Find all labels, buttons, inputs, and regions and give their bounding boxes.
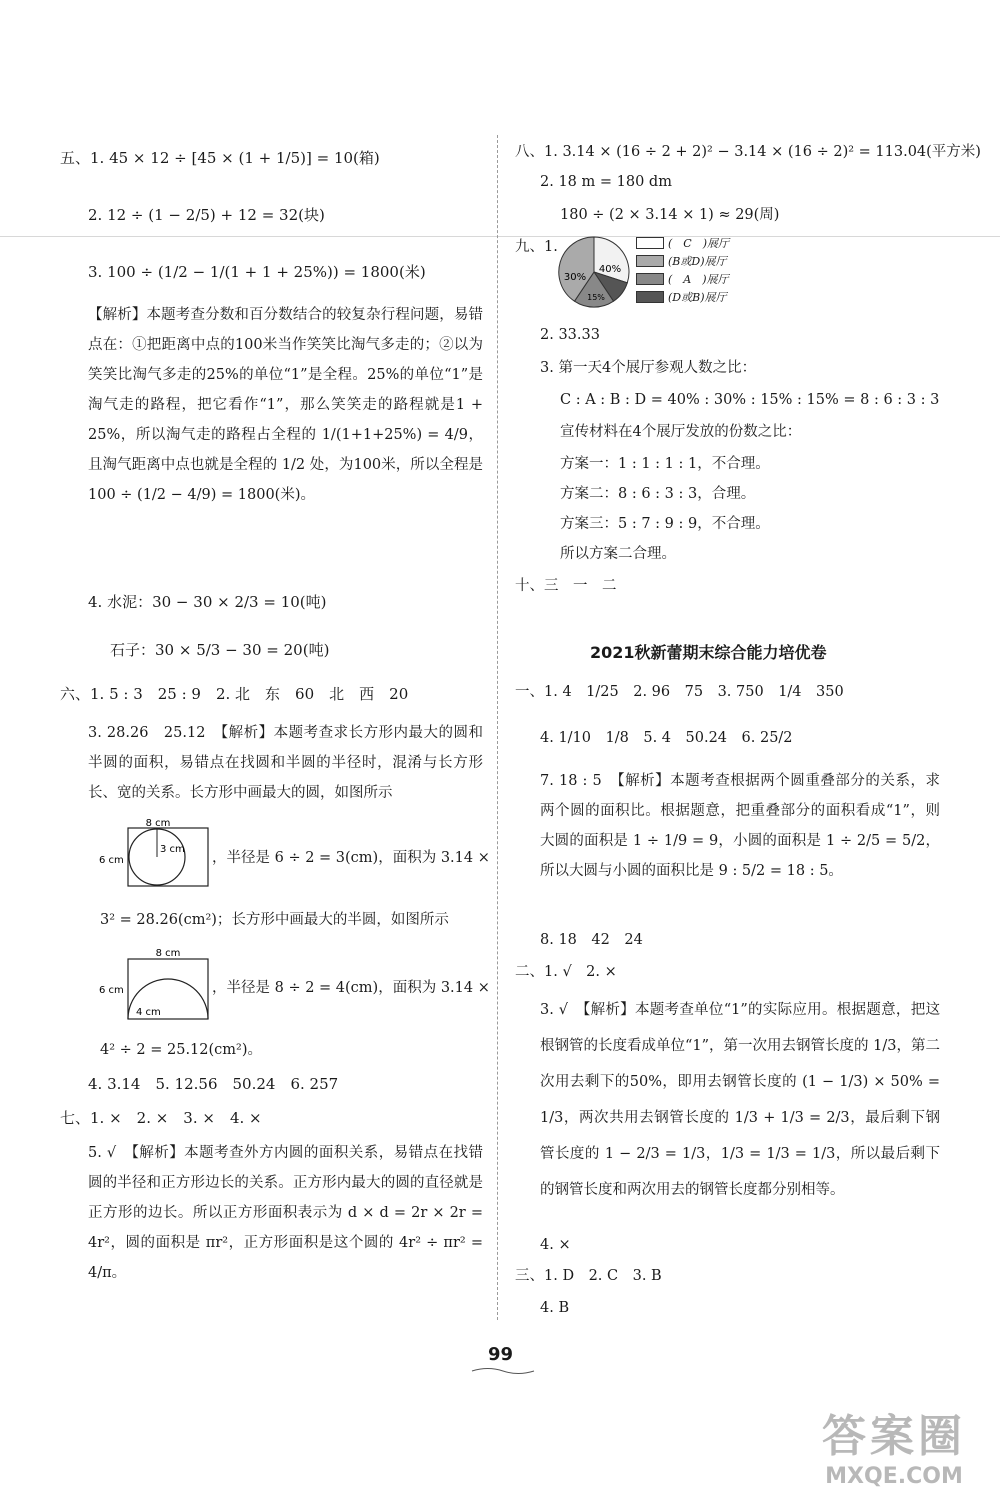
answer-u1: 三、1. D 2. C 3. B (515, 1268, 662, 1284)
pie-label-40: 40% (598, 264, 622, 275)
answer-u4: 4. B (540, 1300, 570, 1316)
scan-line (0, 236, 1000, 237)
fig1-after: 3² = 28.26(cm²)；长方形中画最大的半圆，如图所示 (100, 912, 449, 928)
answer-9-3: 3. 第一天4个展厅参观人数之比： (540, 360, 757, 376)
svg-text:6 cm: 6 cm (99, 985, 124, 996)
answer-5-2: 2. 12 ÷ (1 − 2/5) + 12 = 32(块) (88, 206, 325, 224)
svg-text:3 cm: 3 cm (160, 844, 185, 855)
column-divider (497, 135, 498, 1320)
answer-6-3: 3. 28.26 25.12 【解析】本题考查求长方形内最大的圆和半圆的面积，易错点在找圆和半圆的半径时，混淆与长方形长、宽的关系。长方形中画最大的圆，如图所示 (88, 725, 483, 801)
answer-6-1: 六、1. 5 : 3 25 : 9 2. 北 东 60 北 西 20 (60, 685, 409, 703)
rectangle-circle-figure (98, 818, 213, 888)
answer-9-2: 2. 33.33 (540, 327, 600, 343)
legend-item-b-or-d: (B或D)展厅 (636, 253, 727, 269)
answer-5-1: 五、1. 45 × 12 ÷ [45 × (1 + 1/5)] = 10(箱) (60, 149, 380, 167)
legend-item-a: ( A )展厅 (636, 271, 729, 287)
answer-s7: 7. 18 : 5 【解析】本题考查根据两个圆重叠部分的关系，求两个圆的面积比。根据题意，把重叠部分的面积看成“1”，则大圆的面积是 1 ÷ 1/9 = 9，小圆的面积是 1 ÷ 2/5 = 5/2，所以大圆与小圆的面积比是 9 : 5/2 = 18 : 5。 (540, 773, 940, 879)
pie-label-30: 30% (563, 272, 587, 283)
answer-8-2b: 180 ÷ (2 × 3.14 × 1) ≈ 29(周) (560, 207, 780, 223)
pie-label-15: 15% (587, 293, 605, 302)
answer-t3: 3. √ 【解析】本题考查单位“1”的实际应用。根据题意，把这根钢管的长度看成单位“1”，第一次用去钢管长度的 1/3，第二次用去剩下的50%，即用去钢管长度的 (1 − 1/3) × 50% = 1/3，两次共用去钢管长度的 1/3 + 1/3 = 2/3，最后剩下钢管长度的 1 − 2/3 = 1/3，1/3 = 1/3 = 1/3，所以最后剩下的钢管长度和两次用去的钢管长度都分别相等。 (540, 1002, 940, 1198)
answer-7-1: 七、1. × 2. × 3. × 4. × (60, 1109, 262, 1127)
answer-6-4: 4. 3.14 5. 12.56 50.24 6. 257 (88, 1075, 339, 1093)
watermark: 答案圈 MXQE.COM (822, 1411, 966, 1489)
answer-s4: 4. 1/10 1/8 5. 4 50.24 6. 25/2 (540, 730, 793, 746)
fig2-after: 4² ÷ 2 = 25.12(cm²)。 (100, 1042, 263, 1058)
answer-5-4b: 石子：30 × 5/3 − 30 = 20(吨) (110, 641, 330, 659)
answer-9-3d: 方案一：1 : 1 : 1 : 1，不合理。 (560, 456, 770, 472)
rectangle-semicircle-figure (98, 945, 213, 1025)
svg-text:4 cm: 4 cm (136, 1007, 161, 1018)
answer-5-3: 3. 100 ÷ (1/2 − 1/(1 + 1 + 25%)) = 1800(米) (88, 263, 426, 281)
answer-9-1: 九、1. (515, 239, 558, 255)
answer-8-1: 八、1. 3.14 × (16 ÷ 2 + 2)² − 3.14 × (16 ÷ 2)² = 113.04(平方米) (515, 144, 981, 160)
answer-8-2: 2. 18 m = 180 dm (540, 174, 672, 190)
analysis-5-3: 【解析】本题考查分数和百分数结合的较复杂行程问题，易错点在：①把距离中点的100米当作笑笑比淘气多走的；②以为笑笑比淘气多走的25%的单位“1”是全程。25%的单位“1”是淘气走的路程，把它看作“1”，那么笑笑走的路程就是1 + 25%，所以淘气走的路程占全程的 1/(1+1+25%) = 4/9，且淘气距离中点也就是全程的 1/2 处，为100米，所以全程是 100 ÷ (1/2 − 4/9) = 1800(米)。 (88, 307, 483, 503)
legend-item-c: ( C )展厅 (636, 235, 729, 251)
svg-text:6 cm: 6 cm (99, 855, 124, 866)
svg-text:8 cm: 8 cm (155, 948, 181, 959)
fig1-caption: ，半径是 6 ÷ 2 = 3(cm)，面积为 3.14 × (212, 850, 490, 866)
answer-9-3c: 宣传材料在4个展厅发放的份数之比： (560, 424, 802, 440)
fig2-caption: ，半径是 8 ÷ 2 = 4(cm)，面积为 3.14 × (212, 980, 490, 996)
answer-t4: 4. × (540, 1237, 571, 1253)
legend-item-d-or-b: (D或B)展厅 (636, 289, 727, 305)
section-title: 2021秋新蕾期末综合能力培优卷 (590, 643, 827, 662)
page-ornament (470, 1366, 536, 1376)
answer-9-3b: C : A : B : D = 40% : 30% : 15% : 15% = 8 : 6 : 3 : 3 (560, 392, 940, 408)
answer-5-4a: 4. 水泥：30 − 30 × 2/3 = 10(吨) (88, 593, 327, 611)
answer-s8: 8. 18 42 24 (540, 932, 643, 948)
answer-9-3f: 方案三：5 : 7 : 9 : 9，不合理。 (560, 516, 770, 532)
answer-9-3g: 所以方案二合理。 (560, 546, 676, 562)
answer-s1: 一、1. 4 1/25 2. 96 75 3. 750 1/4 350 (515, 684, 844, 700)
page-number: 99 (488, 1344, 514, 1365)
answer-9-3e: 方案二：8 : 6 : 3 : 3，合理。 (560, 486, 756, 502)
answer-t1: 二、1. √ 2. × (515, 964, 617, 980)
answer-7-5: 5. √ 【解析】本题考查外方内圆的面积关系，易错点在找错圆的半径和正方形边长的关系。正方形内最大的圆的直径就是正方形的边长。所以正方形面积表示为 d × d = 2r × 2r = 4r²，圆的面积是 πr²，正方形面积是这个圆的 4r² ÷ πr² = 4/π。 (88, 1145, 483, 1281)
svg-text:8 cm: 8 cm (145, 818, 171, 829)
pie-chart (558, 236, 630, 308)
answer-10: 十、三 一 二 (515, 578, 617, 594)
